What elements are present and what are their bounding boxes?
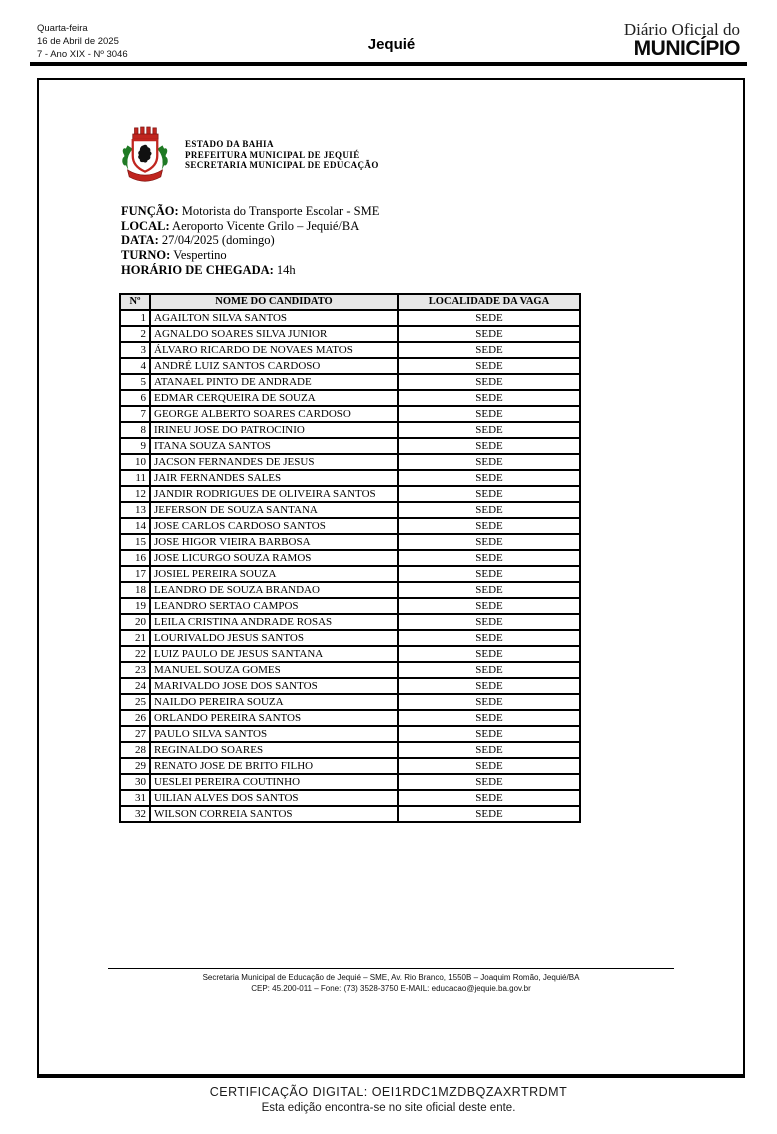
vacancy-location: SEDE [398, 358, 580, 374]
table-row [120, 726, 580, 742]
event-info [121, 204, 581, 278]
table-row [120, 502, 580, 518]
candidate-name: JAIR FERNANDES SALES [150, 470, 398, 486]
table-row [120, 518, 580, 534]
candidate-number: 30 [120, 774, 150, 790]
certification [0, 1084, 777, 1116]
candidate-name: LUIZ PAULO DE JESUS SANTANA [150, 646, 398, 662]
header-name: NOME DO CANDIDATO [150, 294, 398, 310]
table-row [120, 534, 580, 550]
candidate-name: LOURIVALDO JESUS SANTOS [150, 630, 398, 646]
table-row [120, 358, 580, 374]
table-row [120, 598, 580, 614]
vacancy-location: SEDE [398, 646, 580, 662]
vacancy-location: SEDE [398, 470, 580, 486]
vacancy-location: SEDE [398, 502, 580, 518]
table-row [120, 406, 580, 422]
vacancy-location: SEDE [398, 582, 580, 598]
vacancy-location: SEDE [398, 662, 580, 678]
candidate-number: 6 [120, 390, 150, 406]
org-secretariat: SECRETARIA MUNICIPAL DE EDUCAÇÃO [185, 160, 379, 170]
candidate-number: 32 [120, 806, 150, 822]
edition-date: 16 de Abril de 2025 [37, 36, 119, 47]
vacancy-location: SEDE [398, 758, 580, 774]
candidate-number: 10 [120, 454, 150, 470]
table-row [120, 438, 580, 454]
vacancy-location: SEDE [398, 630, 580, 646]
vacancy-location: SEDE [398, 598, 580, 614]
table-row [120, 646, 580, 662]
candidate-name: UILIAN ALVES DOS SANTOS [150, 790, 398, 806]
candidate-number: 9 [120, 438, 150, 454]
vacancy-location: SEDE [398, 614, 580, 630]
digital-certification: CERTIFICAÇÃO DIGITAL: OEI1RDC1MZDBQZAXRTRDMT [209, 1085, 568, 1099]
candidate-name: UESLEI PEREIRA COUTINHO [150, 774, 398, 790]
edition-weekday: Quarta-feira [37, 23, 88, 34]
table-row [120, 486, 580, 502]
table-row [120, 310, 580, 326]
table-row [120, 630, 580, 646]
table-row [120, 774, 580, 790]
vacancy-location: SEDE [398, 534, 580, 550]
candidate-number: 21 [120, 630, 150, 646]
info-turno-label: TURNO: [121, 248, 171, 263]
candidate-name: REGINALDO SOARES [150, 742, 398, 758]
candidate-number: 23 [120, 662, 150, 678]
candidate-number: 19 [120, 598, 150, 614]
table-row [120, 742, 580, 758]
candidate-name: JOSE LICURGO SOUZA RAMOS [150, 550, 398, 566]
vacancy-location: SEDE [398, 518, 580, 534]
document-footer [39, 968, 743, 994]
candidate-name: NAILDO PEREIRA SOUZA [150, 694, 398, 710]
vacancy-location: SEDE [398, 486, 580, 502]
candidate-name: MANUEL SOUZA GOMES [150, 662, 398, 678]
candidates-table [119, 293, 581, 823]
info-local-value: Aeroporto Vicente Grilo – Jequié/BA [169, 218, 360, 233]
candidate-name: EDMAR CERQUEIRA DE SOUZA [150, 390, 398, 406]
table-row [120, 454, 580, 470]
info-funcao-value: Motorista do Transporte Escolar - SME [178, 204, 380, 218]
candidate-name: AGNALDO SOARES SILVA JUNIOR [150, 326, 398, 342]
header-number: Nº [120, 294, 150, 310]
document-frame [37, 78, 745, 1078]
candidate-number: 3 [120, 342, 150, 358]
org-prefecture: PREFEITURA MUNICIPAL DE JEQUIÉ [185, 149, 360, 160]
table-row [120, 582, 580, 598]
table-row [120, 710, 580, 726]
vacancy-location: SEDE [398, 438, 580, 454]
candidate-name: ITANA SOUZA SANTOS [150, 438, 398, 454]
table-row [120, 790, 580, 806]
candidate-number: 11 [120, 470, 150, 486]
vacancy-location: SEDE [398, 774, 580, 790]
candidate-number: 16 [120, 550, 150, 566]
masthead [37, 20, 746, 62]
candidate-name: JOSE HIGOR VIEIRA BARBOSA [150, 534, 398, 550]
candidate-number: 29 [120, 758, 150, 774]
candidate-number: 27 [120, 726, 150, 742]
footer-address-line2: CEP: 45.200-011 – Fone: (73) 3528-3750 E-MAIL: educacao@jequie.ba.gov.br [251, 983, 531, 993]
candidate-number: 7 [120, 406, 150, 422]
vacancy-location: SEDE [398, 742, 580, 758]
header-location: LOCALIDADE DA VAGA [398, 294, 580, 310]
table-row [120, 470, 580, 486]
candidate-number: 20 [120, 614, 150, 630]
candidate-name: RENATO JOSE DE BRITO FILHO [150, 758, 398, 774]
candidate-name: JOSIEL PEREIRA SOUZA [150, 566, 398, 582]
candidate-name: LEANDRO SERTAO CAMPOS [150, 598, 398, 614]
info-local [121, 219, 581, 234]
candidate-name: JACSON FERNANDES DE JESUS [150, 454, 398, 470]
table-row [120, 758, 580, 774]
table-row [120, 550, 580, 566]
candidate-name: JANDIR RODRIGUES DE OLIVEIRA SANTOS [150, 486, 398, 502]
info-data-value: 27/04/2025 (domingo) [158, 233, 275, 248]
candidate-name: ANDRÉ LUIZ SANTOS CARDOSO [150, 358, 398, 374]
vacancy-location: SEDE [398, 710, 580, 726]
city-title: Jequié [367, 36, 416, 53]
candidate-name: ATANAEL PINTO DE ANDRADE [150, 374, 398, 390]
table-row [120, 614, 580, 630]
candidate-number: 31 [120, 790, 150, 806]
gazette-logo-line2: MUNICÍPIO [633, 37, 740, 60]
table-row [120, 374, 580, 390]
info-data-label: DATA: [121, 233, 159, 248]
coat-of-arms-icon [117, 126, 173, 184]
vacancy-location: SEDE [398, 406, 580, 422]
table-row [120, 342, 580, 358]
table-row [120, 678, 580, 694]
candidate-name: MARIVALDO JOSE DOS SANTOS [150, 678, 398, 694]
table-row [120, 390, 580, 406]
vacancy-location: SEDE [398, 326, 580, 342]
candidate-number: 2 [120, 326, 150, 342]
table-row [120, 566, 580, 582]
candidate-number: 18 [120, 582, 150, 598]
candidate-number: 15 [120, 534, 150, 550]
vacancy-location: SEDE [398, 454, 580, 470]
table-row [120, 422, 580, 438]
vacancy-location: SEDE [398, 342, 580, 358]
candidate-name: ÁLVARO RICARDO DE NOVAES MATOS [150, 342, 398, 358]
table-row [120, 662, 580, 678]
candidate-number: 5 [120, 374, 150, 390]
candidate-number: 28 [120, 742, 150, 758]
info-horario [121, 263, 581, 278]
candidate-name: WILSON CORREIA SANTOS [150, 806, 398, 822]
masthead-divider [30, 62, 747, 66]
candidate-name: PAULO SILVA SANTOS [150, 726, 398, 742]
gazette-logo-line1: Diário Oficial do [623, 20, 740, 39]
candidates-tbody [120, 310, 580, 822]
info-funcao [121, 204, 581, 219]
candidate-number: 1 [120, 310, 150, 326]
candidate-number: 8 [120, 422, 150, 438]
candidate-number: 22 [120, 646, 150, 662]
certification-note: Esta edição encontra-se no site oficial deste ente. [261, 1102, 516, 1114]
candidate-number: 26 [120, 710, 150, 726]
table-row [120, 326, 580, 342]
vacancy-location: SEDE [398, 806, 580, 822]
footer-divider [108, 968, 674, 969]
info-horario-value: 14h [273, 262, 296, 277]
candidate-number: 25 [120, 694, 150, 710]
vacancy-location: SEDE [398, 726, 580, 742]
vacancy-location: SEDE [398, 310, 580, 326]
info-data [121, 233, 581, 248]
table-row [120, 806, 580, 822]
candidate-name: ORLANDO PEREIRA SANTOS [150, 710, 398, 726]
info-horario-label: HORÁRIO DE CHEGADA: [121, 262, 274, 277]
vacancy-location: SEDE [398, 694, 580, 710]
candidate-name: JOSE CARLOS CARDOSO SANTOS [150, 518, 398, 534]
info-turno-value: Vespertino [170, 248, 227, 263]
candidate-name: JEFERSON DE SOUZA SANTANA [150, 502, 398, 518]
org-state: ESTADO DA BAHIA [185, 139, 274, 149]
vacancy-location: SEDE [398, 566, 580, 582]
footer-address-line1: Secretaria Municipal de Educação de Jequié – SME, Av. Rio Branco, 1550B – Joaquim Romão, Jequié/BA [202, 973, 580, 982]
candidate-number: 12 [120, 486, 150, 502]
vacancy-location: SEDE [398, 790, 580, 806]
candidate-number: 17 [120, 566, 150, 582]
vacancy-location: SEDE [398, 550, 580, 566]
info-turno [121, 248, 581, 263]
candidate-name: LEILA CRISTINA ANDRADE ROSAS [150, 614, 398, 630]
table-row [120, 694, 580, 710]
candidate-number: 13 [120, 502, 150, 518]
vacancy-location: SEDE [398, 390, 580, 406]
candidate-name: AGAILTON SILVA SANTOS [150, 310, 398, 326]
vacancy-location: SEDE [398, 374, 580, 390]
vacancy-location: SEDE [398, 678, 580, 694]
edition-number: 7 - Ano XIX - Nº 3046 [37, 49, 128, 60]
info-local-label: LOCAL: [121, 218, 170, 233]
vacancy-location: SEDE [398, 422, 580, 438]
candidate-name: IRINEU JOSE DO PATROCINIO [150, 422, 398, 438]
candidate-number: 14 [120, 518, 150, 534]
candidate-number: 24 [120, 678, 150, 694]
candidate-name: GEORGE ALBERTO SOARES CARDOSO [150, 406, 398, 422]
candidate-number: 4 [120, 358, 150, 374]
table-header-row [120, 294, 580, 310]
candidate-name: LEANDRO DE SOUZA BRANDAO [150, 582, 398, 598]
gazette-logo [624, 20, 740, 59]
info-funcao-label: FUNÇÃO: [121, 204, 179, 218]
